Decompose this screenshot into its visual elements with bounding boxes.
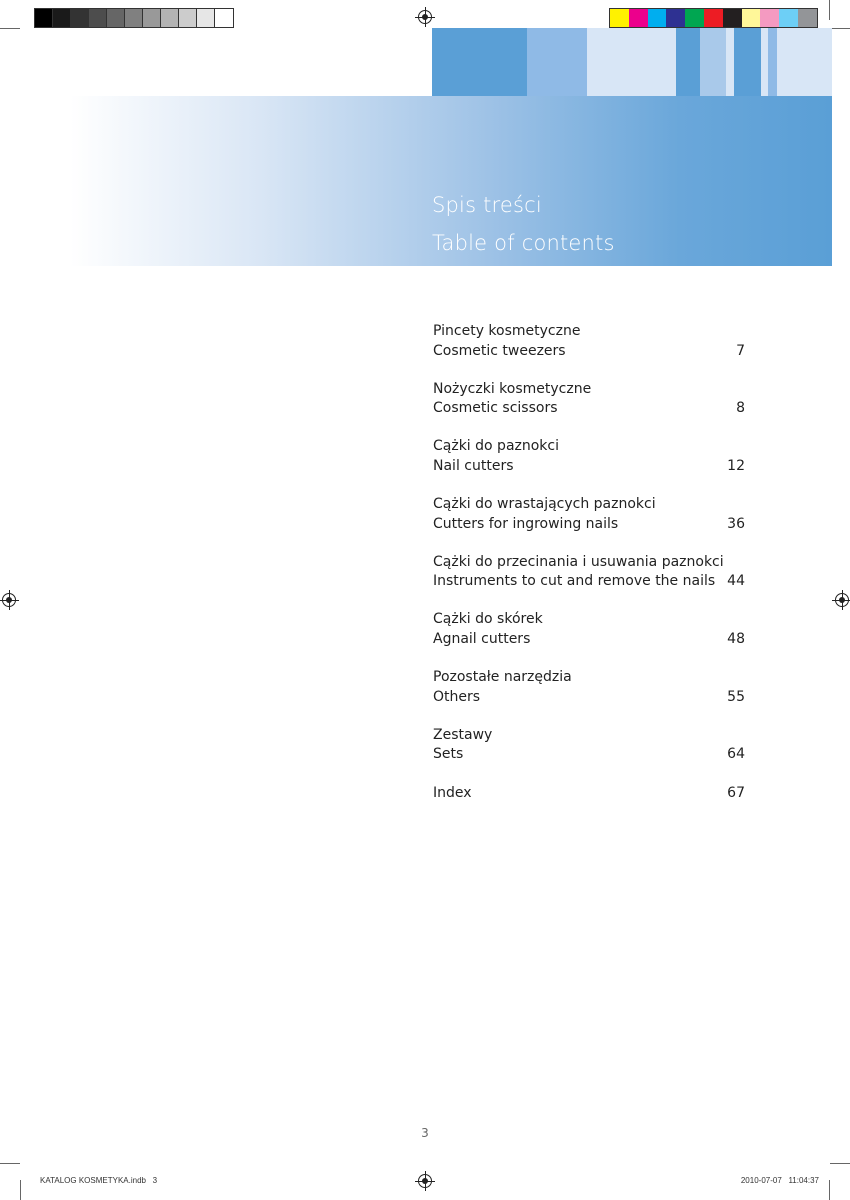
toc-entry[interactable] [433,726,745,765]
toc-entry-polish: Cążki do wrastających paznokci [433,496,656,513]
toc-entry-polish: Pincety kosmetyczne [433,323,581,339]
page-title-english: Table of contents [432,231,615,255]
color-swatch [704,9,723,27]
toc-entry-index[interactable] [433,784,745,804]
toc-entry-english: Nail cutters [433,457,514,474]
crop-mark [829,0,830,20]
crop-mark [830,1163,850,1164]
gray-swatch [215,9,233,27]
toc-entry-english: Instruments to cut and remove the nails [433,573,716,590]
toc-entry-polish: Nożyczki kosmetyczne [433,380,592,397]
gray-swatch [179,9,197,27]
color-calibration-bar [609,8,818,28]
table-of-contents [433,322,745,822]
toc-entry[interactable] [433,437,745,476]
registration-mark-icon [2,593,16,607]
toc-entry-polish: Cążki do paznokci [433,438,559,455]
page-title-polish: Spis treści [432,193,542,217]
gray-swatch [125,9,143,27]
crop-mark [829,1180,830,1200]
toc-entry-polish: Cążki do skórek [433,611,543,628]
toc-entry[interactable] [433,553,745,592]
registration-mark-icon [835,593,849,607]
color-swatch [779,9,798,27]
toc-index-label: Index [433,784,472,801]
decor-block [700,28,726,96]
toc-entry[interactable] [433,495,745,534]
color-swatch [629,9,648,27]
decor-block [768,28,777,96]
gray-swatch [35,9,53,27]
toc-entry-english: Sets [433,746,464,763]
toc-page-number: 36 [727,515,745,532]
toc-entry[interactable] [433,610,745,649]
crop-mark [830,28,850,29]
toc-page-number: 67 [727,784,745,801]
color-swatch [685,9,704,27]
print-slug-timestamp: 2010-07-07 11:04:37 [740,1176,819,1185]
decor-block [432,28,527,96]
decor-block [527,28,587,96]
color-swatch [760,9,779,27]
color-swatch [610,9,629,27]
decor-block [726,28,734,96]
toc-page-number: 55 [727,688,745,705]
toc-entry-english: Agnail cutters [433,631,531,648]
gray-swatch [197,9,215,27]
gray-swatch [143,9,161,27]
crop-mark [0,1163,20,1164]
toc-page-number: 64 [727,746,745,763]
toc-entry[interactable] [433,380,745,419]
grayscale-calibration-bar [34,8,234,28]
toc-page-number: 12 [727,457,745,474]
gray-swatch [161,9,179,27]
registration-mark-icon [418,1174,432,1188]
toc-entry-english: Others [433,688,481,705]
toc-entry-english: Cosmetic scissors [433,400,558,417]
page-number: 3 [421,1126,429,1140]
gray-swatch [71,9,89,27]
toc-entry-polish: Zestawy [433,726,493,743]
crop-mark [20,1180,21,1200]
gray-swatch [107,9,125,27]
color-swatch [742,9,761,27]
color-swatch [723,9,742,27]
toc-entry-english: Cosmetic tweezers [433,342,566,359]
toc-entry[interactable] [433,322,745,361]
gray-swatch [89,9,107,27]
gray-swatch [53,9,71,27]
toc-page-number: 48 [727,631,745,648]
crop-mark [0,28,20,29]
toc-page-number: 8 [736,400,745,417]
toc-page-number: 7 [736,342,745,359]
registration-mark-icon [418,10,432,24]
decor-block [734,28,761,96]
toc-entry-polish: Pozostałe narzędzia [433,669,572,686]
toc-entry-polish: Cążki do przecinania i usuwania paznokci [433,553,724,570]
decor-block [676,28,700,96]
toc-entry-english: Cutters for ingrowing nails [433,515,619,532]
color-swatch [666,9,685,27]
toc-entry[interactable] [433,668,745,707]
print-slug-filename: KATALOG KOSMETYKA.indb 3 [40,1176,158,1185]
decor-block [777,28,832,96]
color-swatch [798,9,817,27]
toc-page-number: 44 [727,573,745,590]
decor-block [587,28,676,96]
color-swatch [648,9,667,27]
decor-block [761,28,768,96]
